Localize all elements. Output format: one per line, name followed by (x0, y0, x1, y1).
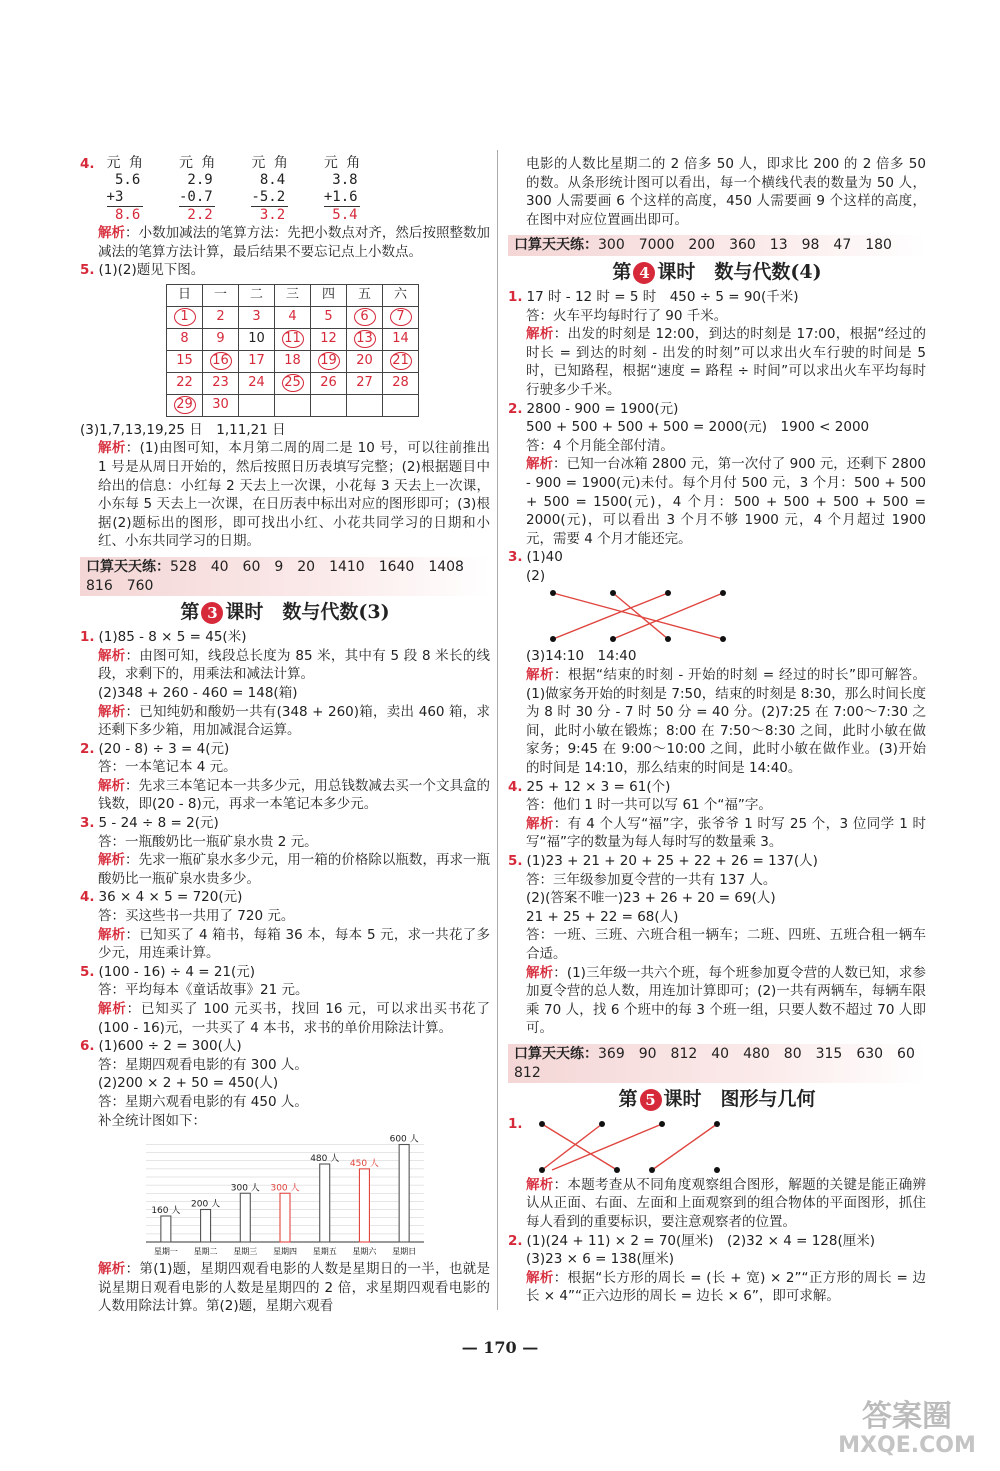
l3-question-3: 3. 5 - 24 ÷ 8 = 2(元) 答：一瓶酸奶比一瓶矿泉水贵 2 元。 解析：先求一瓶矿泉水多少元，用一箱的价格除以瓶数，再求一瓶酸奶比一瓶矿泉水贵多少。 (80, 815, 491, 887)
l4-question-2: 2. 2800 - 900 = 1900(元) 500 + 500 + 500 + 500 = 2000(元) 1900 < 2000 答：4 个月能全部付清。 解析：已知一台冰箱 2800 元，第一次付了 900 元，还剩下 2800 - 900 = 1900(元)未付。每个月付 500 元，3 个月：500 + 500 + 500 = 1500(元)，4 个月：500 + 500 + 500 + 500 = 2000(元)，可以看出 3 个月不够 1900 元，4 个月超过 1900 元，需要 4 个月才能还完。 (508, 400, 927, 547)
question-number: 4. (80, 156, 95, 172)
l3-question-6: 6. (1)600 ÷ 2 = 300(人) 答：星期四观看电影的有 300 人。 (2)200 × 2 + 50 = 450(人) 答：星期六观看电影的有 450 人。 补全统计图如下： 160 人 星期一 200 人 星期二 300 人 星期三 300 人 星期四 480 人 星期五 450 人 星期六 600 人 星期日 解析：第(1)题，星期四观看电影的人数是星期日的一半，也就是说星期日观看电影的人数是星期四的 2 倍，求星期四观看电影的人数用除法计算。第(2)题，星期六观看 (80, 1038, 491, 1315)
l3-question-2: 2. (20 - 8) ÷ 3 = 4(元) 答：一本笔记本 4 元。 解析：先求三本笔记本一共多少元，用总钱数减去买一个文具盒的钱数，即(20 - 8)元，再求一本笔记本多少元。 (80, 740, 491, 813)
bar-星期六 (359, 1169, 369, 1242)
lesson-title: 第 4 课时 数与代数(4) (612, 260, 822, 283)
lesson-title: 第 3 课时 数与代数(3) (180, 601, 390, 624)
oral-practice: 口算天天练：369 90 812 40 480 80 315 630 60 812 (508, 1044, 926, 1083)
vertical-calc-3: 元 角 8.4 -5.2 3.2 (251, 155, 288, 223)
analysis: 解析：小数加减法的笔算方法：先把小数点对齐，然后按照整数加减法的笔算方法计算，最后结果不要忘记点上小数点。 (98, 225, 491, 260)
bar-label: 300 人 (270, 1183, 300, 1194)
calendar-table (166, 284, 419, 417)
calendar-row: 22 23 24 25 26 27 28 (167, 372, 419, 394)
watermark-logo (822, 1390, 992, 1460)
oral-practice: 口算天天练：528 40 60 9 20 1410 1640 1408 816 760 (80, 557, 490, 596)
l4-question-4: 4. 25 + 12 × 3 = 61(个) 答：他们 1 时一共可以写 61 个“福”字。 解析：有 4 个人写“福”字，张爷爷 1 时写 25 个，3 位同学 1 时写“福”字的数量为每人每时写的数量乘 3。 (508, 778, 926, 851)
question-number: 5. (80, 262, 95, 279)
question-5: 5. (1)(2)题见下图。 日 一 二 三 四 五 六 1 2 3 4 5 6 7 8 9 10 11 12 13 14 15 16 17 18 19 20 21 22 23 24 25 26 27 28 29 30 (3)1,7,13,19,25 日 1,11,21 日 解析：(1)由图可知，本月第二周的周二是 10 号，可以往前推出 1 号是从周日开始的，然后按照日历表填写完整；(2)根据题目中给出的信息：小红每 2 天去上一次课，小花每 3 天去上一次课，小东每 5 天去上一次课，在日历表中标出对应的图形即可；(3)根据(2)题标出的图形，即可找出小红、小花共同学习的日期和小红、小东共同学习的日期。 (80, 262, 490, 550)
category-label: 星期六 (352, 1247, 377, 1257)
column-divider (497, 150, 498, 1310)
left-column (80, 155, 490, 1316)
analysis: 解析：(1)由图可知，本月第二周的周二是 10 号，可以往前推出 1 号是从周日开始的，然后按照日历表填写完整；(2)根据题目中给出的信息：小红每 2 天去上一次课，小花每 3 天去上一次课，小东每 5 天去上一次课，在日历表中标出对应的图形即可；(3)根据(2)题标出的图形，即可找出小红、小花共同学习的日期和小红、小东共同学习的日期。 (98, 440, 490, 550)
bar-label: 450 人 (349, 1159, 379, 1170)
calendar-row: 1 2 3 4 5 6 7 (167, 306, 419, 328)
svg-text:MXQE.COM: MXQE.COM (838, 1433, 976, 1458)
question-4 (80, 155, 490, 261)
bar-chart (140, 1130, 430, 1260)
bar-星期三 (240, 1193, 250, 1242)
category-label: 星期四 (273, 1247, 297, 1257)
bar-label: 200 人 (191, 1199, 221, 1210)
vertical-calculations (107, 155, 361, 224)
bar-label: 600 人 (389, 1134, 419, 1145)
calendar-header-row: 日 一 二 三 四 五 六 (167, 284, 419, 306)
bar-label: 480 人 (310, 1154, 340, 1165)
bar-label: 160 人 (151, 1206, 181, 1217)
bar-星期五 (320, 1164, 330, 1242)
bar-星期一 (161, 1216, 171, 1242)
category-label: 星期三 (233, 1247, 258, 1257)
svg-text:答案圈: 答案圈 (862, 1399, 952, 1434)
continued-analysis: 电影的人数比星期二的 2 倍多 50 人，即求比 200 的 2 倍多 50 的数。从条形统计图可以看出，每一个横线代表的数量为 50 人，300 人需要画 6 个这样的高度，450 人需要画 9 个这样的高度，在图中对应位置画出即可。 (526, 156, 926, 228)
calendar-row: 29 30 (167, 394, 419, 416)
calendar-row: 15 16 17 18 19 20 21 (167, 350, 419, 372)
l4-question-1: 1. 17 时 - 12 时 = 5 时 450 ÷ 5 = 90(千米) 答：火车平均每时行了 90 千米。 解析：出发的时刻是 12:00，到达的时刻是 17:00，根据“经过的时长 = 到达的时刻 - 出发的时刻”可以求出火车行驶的时间是 5 时，已知路程，根据“速度 = 路程 ÷ 时间”可以求出火车平均每时行驶多少千米。 (508, 288, 927, 398)
vertical-calc-1: 元 角 5.6 +3 8.6 (106, 155, 143, 223)
view-matching-diagram (522, 1118, 732, 1176)
category-label: 星期二 (193, 1247, 218, 1257)
l4-question-3: 3. (1)40 (2) (3)14:10 14:40 解析：根据“结束的时刻 - 开始的时刻 = 经过的时长”即可解答。(1)做家务开始的时刻是 7:50，结束的时刻是 8:30，那么时间长度为 8 时 30 分 - 7 时 50 分 = 40 分。(2)7:25 在 7:00～7:30 之间，此时小敏在锻炼；8:00 在 7:50～8:30 之间，此时小敏在做家务；9:45 在 9:00～10:00 之间，此时小敏在做作业。(3)开始的时间是 14:10，那么结束的时间是 14:40。 (508, 549, 926, 777)
matching-lines-diagram (538, 585, 738, 647)
lesson-title: 第 5 课时 图形与几何 (618, 1088, 816, 1111)
calendar-row: 8 9 10 11 12 13 14 (167, 328, 419, 350)
l3-question-4: 4. 36 × 4 × 5 = 720(元) 答：买这些书一共用了 720 元。 解析：已知买了 4 箱书，每箱 36 本，每本 5 元，求一共花了多少元，用连乘计算。 (80, 889, 490, 962)
l4-question-5: 5. (1)23 + 21 + 20 + 25 + 22 + 26 = 137(人) 答：三年级参加夏令营的一共有 137 人。 (2)(答案不唯一)23 + 26 + 20 = 69(人) 21 + 25 + 22 = 68(人) 答：一班、三班、六班合租一辆车；二班、四班、五班合租一辆车合适。 解析：(1)三年级一共六个班，每个班参加夏令营的人数已知，求参加夏令营的总人数，用连加计算即可；(2)一共有两辆车，每辆车限乘 70 人，找 6 个班中的每 3 个班一组，只要人数不超过 70 人即可。 (508, 853, 927, 1037)
l3-question-1: 1. (1)85 - 8 × 5 = 45(米) 解析：由图可知，线段总长度为 85 米，其中有 5 段 8 米长的线段，求剩下的，用乘法和减法计算。 (2)348 + 260 - 460 = 148(箱) 解析：已知纯奶和酸奶一共有(348 + 260)箱，卖出 460 箱，求还剩下多少箱，用加减混合运算。 (80, 629, 491, 739)
bar-星期四 (280, 1193, 290, 1242)
l3-question-5: 5. (100 - 16) ÷ 4 = 21(元) 答：平均每本《童话故事》21 元。 解析：已知买了 100 元买书，找回 16 元，可以求出买书花了(100 - 16)元，一共买了 4 本书，求书的单价用除法计算。 (80, 963, 490, 1036)
category-label: 星期日 (392, 1247, 417, 1257)
l5-question-2: 2. (1)(24 + 11) × 2 = 70(厘米) (2)32 × 4 = 128(厘米) (3)23 × 6 = 138(厘米) 解析：根据“长方形的周长 = (长 + 宽) × 2”“正方形的周长 = 边长 × 4”“正六边形的周长 = 边长 × 6”，即可求解。 (508, 1232, 926, 1305)
right-column (508, 155, 929, 1306)
l5-question-1: 1. 解析：本题考查从不同角度观察组合图形，解题的关键是能正确辨认从正面、右面、左面和上面观察到的组合物体的平面图形，抓住每人看到的重要标识，要注意观察者的位置。 (508, 1116, 927, 1230)
bar-星期二 (201, 1210, 211, 1243)
category-label: 星期一 (153, 1247, 178, 1257)
vertical-calc-4: 元 角 3.8 +1.6 5.4 (323, 155, 361, 223)
bar-label: 300 人 (230, 1183, 260, 1194)
vertical-calc-2: 元 角 2.9 -0.7 2.2 (178, 155, 216, 223)
bar-星期日 (399, 1145, 409, 1243)
page-number: — 170 — (461, 1338, 539, 1357)
oral-practice: 口算天天练：300 7000 200 360 13 98 47 180 (508, 235, 926, 256)
category-label: 星期五 (312, 1247, 337, 1257)
